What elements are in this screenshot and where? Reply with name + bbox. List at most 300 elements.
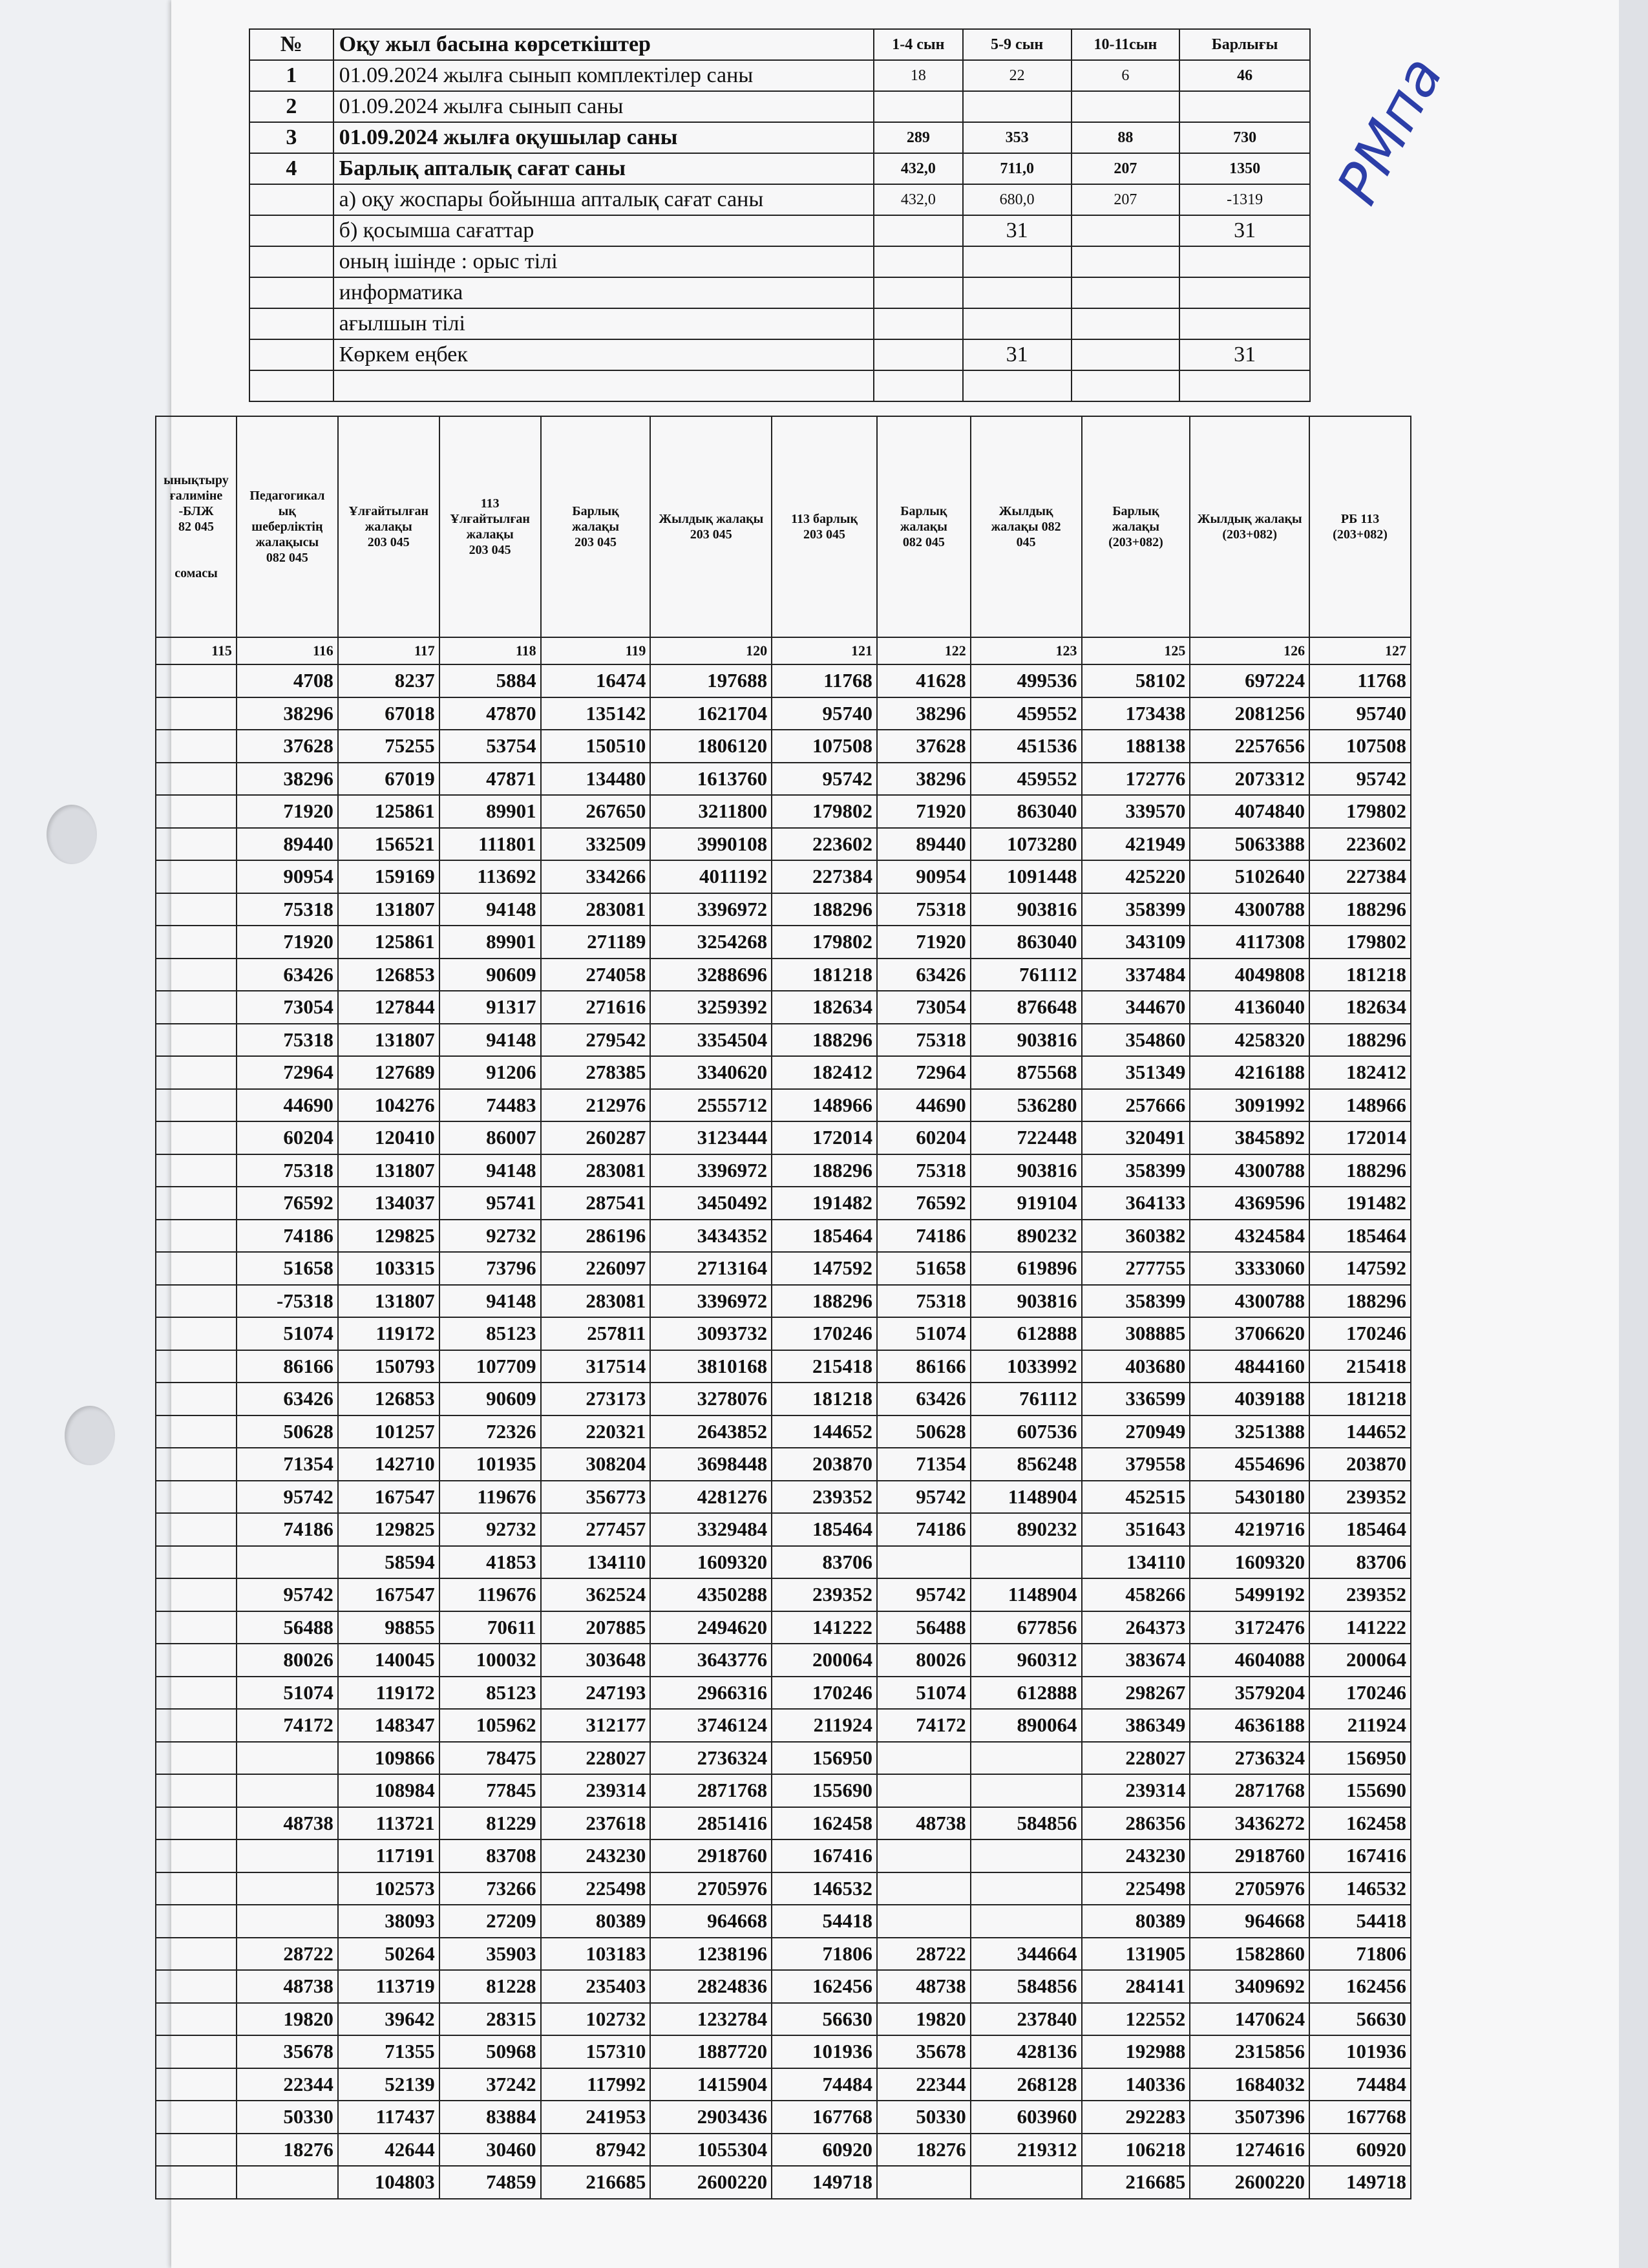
indicator-value: 31 — [1179, 215, 1310, 246]
table-cell — [156, 697, 237, 730]
table-cell: 60204 — [877, 1121, 971, 1154]
table-cell: 91206 — [439, 1056, 541, 1089]
table-cell: 188138 — [1082, 730, 1190, 763]
table-cell: 919104 — [971, 1187, 1082, 1220]
table-cell: 56488 — [237, 1611, 338, 1644]
column-index: 120 — [650, 637, 772, 664]
row-number — [249, 308, 333, 339]
table-cell: 2600220 — [1190, 2166, 1309, 2199]
table-cell: 51074 — [877, 1677, 971, 1710]
table-cell: 619896 — [971, 1252, 1082, 1285]
table-cell — [156, 2068, 237, 2101]
table-cell: 134110 — [1082, 1546, 1190, 1579]
table-cell: 125861 — [338, 926, 439, 959]
table-cell: 3354504 — [650, 1024, 772, 1057]
table-cell — [971, 1774, 1082, 1807]
indicator-label: 01.09.2024 жылға оқушылар саны — [333, 122, 874, 153]
table-cell — [156, 1383, 237, 1415]
table-cell: 111801 — [439, 828, 541, 861]
table-cell: 182412 — [772, 1056, 877, 1089]
table-cell: 3396972 — [650, 893, 772, 926]
table-cell: 239352 — [772, 1481, 877, 1514]
indicator-value — [1072, 339, 1180, 370]
table-cell: 41853 — [439, 1546, 541, 1579]
indicator-label: 01.09.2024 жылға сынып комплектілер саны — [333, 60, 874, 91]
table-row — [156, 1970, 1411, 2003]
table-cell: 131905 — [1082, 1938, 1190, 1971]
table-row — [156, 1872, 1411, 1905]
table-cell: 77845 — [439, 1774, 541, 1807]
table-cell — [156, 1252, 237, 1285]
table-cell: 72326 — [439, 1415, 541, 1448]
table-cell: 162458 — [1309, 1807, 1411, 1840]
table-cell — [156, 926, 237, 959]
table-cell: 44690 — [877, 1089, 971, 1122]
table-cell: 150793 — [338, 1350, 439, 1383]
table-cell: 74186 — [237, 1513, 338, 1546]
indicator-value — [874, 277, 963, 308]
table-cell: 58594 — [338, 1546, 439, 1579]
table-cell: 1232784 — [650, 2003, 772, 2036]
table-cell: 173438 — [1082, 697, 1190, 730]
table-cell: 71920 — [877, 795, 971, 828]
table-cell: 71354 — [237, 1448, 338, 1481]
table-cell: 875568 — [971, 1056, 1082, 1089]
table-cell — [156, 1187, 237, 1220]
table-cell: 3746124 — [650, 1709, 772, 1742]
table-cell: 38296 — [877, 697, 971, 730]
indicator-value — [1072, 246, 1180, 277]
table-cell: 117191 — [338, 1839, 439, 1872]
table-cell: 3340620 — [650, 1056, 772, 1089]
column-index: 123 — [971, 637, 1082, 664]
table-cell: 142710 — [338, 1448, 439, 1481]
table-cell: 1613760 — [650, 763, 772, 796]
table-row — [156, 730, 1411, 763]
table-cell: 188296 — [772, 1154, 877, 1187]
table-cell: 761112 — [971, 1383, 1082, 1415]
table-cell: 71920 — [237, 795, 338, 828]
table-row — [156, 2101, 1411, 2134]
table-cell: 179802 — [1309, 926, 1411, 959]
table-cell: 451536 — [971, 730, 1082, 763]
table-cell: 2871768 — [650, 1774, 772, 1807]
table-cell: 239352 — [1309, 1481, 1411, 1514]
table-cell: 1055304 — [650, 2134, 772, 2167]
table-cell: 50330 — [237, 2101, 338, 2134]
table-cell: 147592 — [772, 1252, 877, 1285]
table-cell: 228027 — [541, 1742, 651, 1775]
binder-hole-top — [47, 805, 97, 864]
table-cell — [156, 1546, 237, 1579]
table-cell: 170246 — [772, 1677, 877, 1710]
table-cell — [156, 1709, 237, 1742]
indicator-label: б) қосымша сағаттар — [333, 215, 874, 246]
table-cell: 50330 — [877, 2101, 971, 2134]
table-cell: 607536 — [971, 1415, 1082, 1448]
table-cell: 247193 — [541, 1677, 651, 1710]
table-cell: 47870 — [439, 697, 541, 730]
table-cell: 131807 — [338, 893, 439, 926]
table-cell: 452515 — [1082, 1481, 1190, 1514]
table-cell: 3259392 — [650, 991, 772, 1024]
table-cell: 2705976 — [650, 1872, 772, 1905]
table-row — [156, 991, 1411, 1024]
table-cell: 98855 — [338, 1611, 439, 1644]
table-row — [156, 1252, 1411, 1285]
table-cell: 172014 — [772, 1121, 877, 1154]
indicator-row — [249, 60, 1310, 91]
table-cell: 1274616 — [1190, 2134, 1309, 2167]
table-cell: 74859 — [439, 2166, 541, 2199]
table-cell: 86166 — [237, 1350, 338, 1383]
table-cell: 1621704 — [650, 697, 772, 730]
header-c1: 1-4 сын — [874, 29, 963, 60]
table-row — [156, 959, 1411, 991]
row-number: 2 — [249, 91, 333, 122]
table-cell: 104803 — [338, 2166, 439, 2199]
table-cell: 167768 — [772, 2101, 877, 2134]
table-cell: 78475 — [439, 1742, 541, 1775]
table-cell: 903816 — [971, 893, 1082, 926]
table-row — [156, 893, 1411, 926]
table-row — [156, 2166, 1411, 2199]
table-cell: 87942 — [541, 2134, 651, 2167]
table-cell — [156, 1742, 237, 1775]
table-row — [156, 1317, 1411, 1350]
column-header: Жылдық жалақы 203 045 — [650, 416, 772, 637]
table-cell — [156, 1611, 237, 1644]
column-header: Педагогикал ық шеберліктің жалақысы 082 045 — [237, 416, 338, 637]
table-cell — [237, 2166, 338, 2199]
table-cell: 95741 — [439, 1187, 541, 1220]
table-cell: 603960 — [971, 2101, 1082, 2134]
row-number: 1 — [249, 60, 333, 91]
table-row — [156, 926, 1411, 959]
table-cell: 75318 — [877, 1285, 971, 1318]
table-cell: 336599 — [1082, 1383, 1190, 1415]
table-cell: 277755 — [1082, 1252, 1190, 1285]
table-cell: 35678 — [237, 2035, 338, 2068]
indicator-value: 6 — [1072, 60, 1180, 91]
table-cell: 74172 — [237, 1709, 338, 1742]
table-cell: 3436272 — [1190, 1807, 1309, 1840]
row-number: 4 — [249, 153, 333, 184]
table-row — [156, 828, 1411, 861]
table-cell: 74172 — [877, 1709, 971, 1742]
indicator-value — [1072, 91, 1180, 122]
signature: РМпа — [1324, 46, 1456, 215]
table-cell — [156, 664, 237, 697]
table-cell: 4300788 — [1190, 1154, 1309, 1187]
table-cell — [156, 2101, 237, 2134]
table-cell: 38296 — [877, 763, 971, 796]
table-cell: 5430180 — [1190, 1481, 1309, 1514]
table-cell: 235403 — [541, 1970, 651, 2003]
header-no: № — [249, 29, 333, 60]
table-row — [156, 1513, 1411, 1546]
table-cell: 3333060 — [1190, 1252, 1309, 1285]
table-cell: 203870 — [772, 1448, 877, 1481]
table-cell: 155690 — [772, 1774, 877, 1807]
table-cell: 76592 — [877, 1187, 971, 1220]
table-cell — [156, 2134, 237, 2167]
table-cell: 3251388 — [1190, 1415, 1309, 1448]
table-cell — [156, 1024, 237, 1057]
table-row — [156, 1774, 1411, 1807]
table-cell: 18276 — [877, 2134, 971, 2167]
table-cell: 80026 — [877, 1644, 971, 1677]
table-cell: 386349 — [1082, 1709, 1190, 1742]
table-cell: 156521 — [338, 828, 439, 861]
table-cell: 56630 — [1309, 2003, 1411, 2036]
indicator-value: 31 — [963, 339, 1072, 370]
table-cell: 351349 — [1082, 1056, 1190, 1089]
table-cell — [877, 1774, 971, 1807]
table-cell: 584856 — [971, 1970, 1082, 2003]
table-cell — [156, 1872, 237, 1905]
table-cell — [156, 2035, 237, 2068]
table-cell: 3507396 — [1190, 2101, 1309, 2134]
table-cell — [156, 893, 237, 926]
row-number: 3 — [249, 122, 333, 153]
table-cell: 2600220 — [650, 2166, 772, 2199]
table-cell: 188296 — [772, 893, 877, 926]
table-cell: 51074 — [877, 1317, 971, 1350]
table-cell: 63426 — [237, 1383, 338, 1415]
table-cell — [156, 1644, 237, 1677]
table-cell: 2315856 — [1190, 2035, 1309, 2068]
table-cell: 257666 — [1082, 1089, 1190, 1122]
table-cell: 83706 — [1309, 1546, 1411, 1579]
indicators-table — [249, 28, 1311, 402]
table-cell: 28722 — [237, 1938, 338, 1971]
table-cell: 101936 — [772, 2035, 877, 2068]
table-cell — [156, 991, 237, 1024]
table-cell: 50968 — [439, 2035, 541, 2068]
table-cell: 458266 — [1082, 1578, 1190, 1611]
table-cell: 207885 — [541, 1611, 651, 1644]
table-row — [156, 1709, 1411, 1742]
table-cell: 156950 — [772, 1742, 877, 1775]
table-cell: 264373 — [1082, 1611, 1190, 1644]
indicator-row — [249, 122, 1310, 153]
table-cell: 268128 — [971, 2068, 1082, 2101]
table-cell: 95742 — [877, 1481, 971, 1514]
table-cell: 1684032 — [1190, 2068, 1309, 2101]
table-cell: 1806120 — [650, 730, 772, 763]
table-cell: 3698448 — [650, 1448, 772, 1481]
table-cell: 134110 — [541, 1546, 651, 1579]
indicators-header-row — [249, 29, 1310, 60]
header-c3: 10-11сын — [1072, 29, 1180, 60]
table-cell: 141222 — [1309, 1611, 1411, 1644]
table-cell: 156950 — [1309, 1742, 1411, 1775]
table-cell — [877, 2166, 971, 2199]
table-cell: 241953 — [541, 2101, 651, 2134]
indicator-value — [963, 277, 1072, 308]
indicator-value: 711,0 — [963, 153, 1072, 184]
table-cell: 3254268 — [650, 926, 772, 959]
indicator-value: 207 — [1072, 184, 1180, 215]
table-cell: 89440 — [877, 828, 971, 861]
table-cell: 243230 — [1082, 1839, 1190, 1872]
table-cell: 8237 — [338, 664, 439, 697]
table-row — [156, 1024, 1411, 1057]
table-cell — [156, 1448, 237, 1481]
table-cell: 257811 — [541, 1317, 651, 1350]
table-cell: 51074 — [237, 1317, 338, 1350]
table-cell — [156, 1121, 237, 1154]
column-header: Ұлғайтылған жалақы 203 045 — [338, 416, 439, 637]
table-cell: 499536 — [971, 664, 1082, 697]
table-cell: 92732 — [439, 1513, 541, 1546]
indicator-value — [1072, 370, 1180, 401]
indicator-row — [249, 277, 1310, 308]
table-cell: 863040 — [971, 795, 1082, 828]
table-cell: 159169 — [338, 860, 439, 893]
table-cell: 122552 — [1082, 2003, 1190, 2036]
table-row — [156, 763, 1411, 796]
table-row — [156, 1938, 1411, 1971]
table-cell: 108984 — [338, 1774, 439, 1807]
table-cell: 30460 — [439, 2134, 541, 2167]
table-row — [156, 1350, 1411, 1383]
table-cell: 167416 — [772, 1839, 877, 1872]
table-cell: 1609320 — [650, 1546, 772, 1579]
table-cell: 85123 — [439, 1317, 541, 1350]
indicator-row — [249, 153, 1310, 184]
table-cell: 1033992 — [971, 1350, 1082, 1383]
table-cell: 267650 — [541, 795, 651, 828]
table-cell: 94148 — [439, 1285, 541, 1318]
table-row — [156, 1121, 1411, 1154]
table-cell: 225498 — [541, 1872, 651, 1905]
table-cell: 219312 — [971, 2134, 1082, 2167]
table-cell: 3288696 — [650, 959, 772, 991]
table-cell: 863040 — [971, 926, 1082, 959]
table-cell — [237, 1774, 338, 1807]
table-row — [156, 1383, 1411, 1415]
table-cell: 35678 — [877, 2035, 971, 2068]
table-cell: 103315 — [338, 1252, 439, 1285]
table-cell: 3810168 — [650, 1350, 772, 1383]
indicator-value — [963, 246, 1072, 277]
table-cell: 22344 — [877, 2068, 971, 2101]
table-cell: 94148 — [439, 1154, 541, 1187]
table-cell: 100032 — [439, 1644, 541, 1677]
table-cell: 11768 — [772, 664, 877, 697]
table-cell: 16474 — [541, 664, 651, 697]
row-number — [249, 370, 333, 401]
table-row — [156, 2003, 1411, 2036]
table-cell — [971, 1872, 1082, 1905]
table-cell: 181218 — [1309, 959, 1411, 991]
indicator-value — [963, 308, 1072, 339]
table-cell: 71354 — [877, 1448, 971, 1481]
table-cell: 71806 — [1309, 1938, 1411, 1971]
table-cell: 74186 — [877, 1220, 971, 1253]
table-cell: 75255 — [338, 730, 439, 763]
table-cell: 332509 — [541, 828, 651, 861]
row-number — [249, 246, 333, 277]
table-cell: 51658 — [877, 1252, 971, 1285]
table-cell: 3093732 — [650, 1317, 772, 1350]
table-cell — [237, 1839, 338, 1872]
table-cell: 48738 — [877, 1807, 971, 1840]
table-cell — [156, 763, 237, 796]
row-number — [249, 277, 333, 308]
column-index: 116 — [237, 637, 338, 664]
table-cell: 27209 — [439, 1905, 541, 1938]
table-cell: 239352 — [772, 1578, 877, 1611]
table-cell: 2903436 — [650, 2101, 772, 2134]
table-cell: 351643 — [1082, 1513, 1190, 1546]
indicator-value: 730 — [1179, 122, 1310, 153]
table-row — [156, 1807, 1411, 1840]
table-cell: 47871 — [439, 763, 541, 796]
table-cell: 227384 — [1309, 860, 1411, 893]
table-cell: 41628 — [877, 664, 971, 697]
column-header: Жылдық жалақы 082 045 — [971, 416, 1082, 637]
table-cell: 4216188 — [1190, 1056, 1309, 1089]
table-cell — [156, 1839, 237, 1872]
table-cell: 358399 — [1082, 1285, 1190, 1318]
table-cell: 227384 — [772, 860, 877, 893]
table-cell: 39642 — [338, 2003, 439, 2036]
column-index: 127 — [1309, 637, 1411, 664]
table-cell: 120410 — [338, 1121, 439, 1154]
table-cell: 146532 — [772, 1872, 877, 1905]
table-cell: 2705976 — [1190, 1872, 1309, 1905]
table-cell: 54418 — [1309, 1905, 1411, 1938]
table-cell: 48738 — [237, 1807, 338, 1840]
table-cell: 28722 — [877, 1938, 971, 1971]
table-cell: 50628 — [877, 1415, 971, 1448]
table-cell: 344664 — [971, 1938, 1082, 1971]
table-cell: 3706620 — [1190, 1317, 1309, 1350]
table-cell: 298267 — [1082, 1677, 1190, 1710]
table-cell: 225498 — [1082, 1872, 1190, 1905]
table-cell: 1073280 — [971, 828, 1082, 861]
table-cell: 2851416 — [650, 1807, 772, 1840]
table-cell: 273173 — [541, 1383, 651, 1415]
table-cell: 4554696 — [1190, 1448, 1309, 1481]
table-cell: 4281276 — [650, 1481, 772, 1514]
table-cell: 71920 — [877, 926, 971, 959]
table-row — [156, 795, 1411, 828]
indicator-value — [874, 370, 963, 401]
table-cell: 3211800 — [650, 795, 772, 828]
table-cell: 74484 — [1309, 2068, 1411, 2101]
indicator-value — [963, 91, 1072, 122]
table-cell: 536280 — [971, 1089, 1082, 1122]
table-cell: 86166 — [877, 1350, 971, 1383]
table-cell: 283081 — [541, 1285, 651, 1318]
table-cell: 876648 — [971, 991, 1082, 1024]
table-cell: 28315 — [439, 2003, 541, 2036]
table-cell: 2555712 — [650, 1089, 772, 1122]
table-cell: 81229 — [439, 1807, 541, 1840]
row-number — [249, 339, 333, 370]
table-cell: 72964 — [877, 1056, 971, 1089]
table-cell: 73054 — [877, 991, 971, 1024]
table-cell: 2824836 — [650, 1970, 772, 2003]
table-cell: 192988 — [1082, 2035, 1190, 2068]
table-row — [156, 1611, 1411, 1644]
table-cell: 126853 — [338, 1383, 439, 1415]
table-cell: 103183 — [541, 1938, 651, 1971]
